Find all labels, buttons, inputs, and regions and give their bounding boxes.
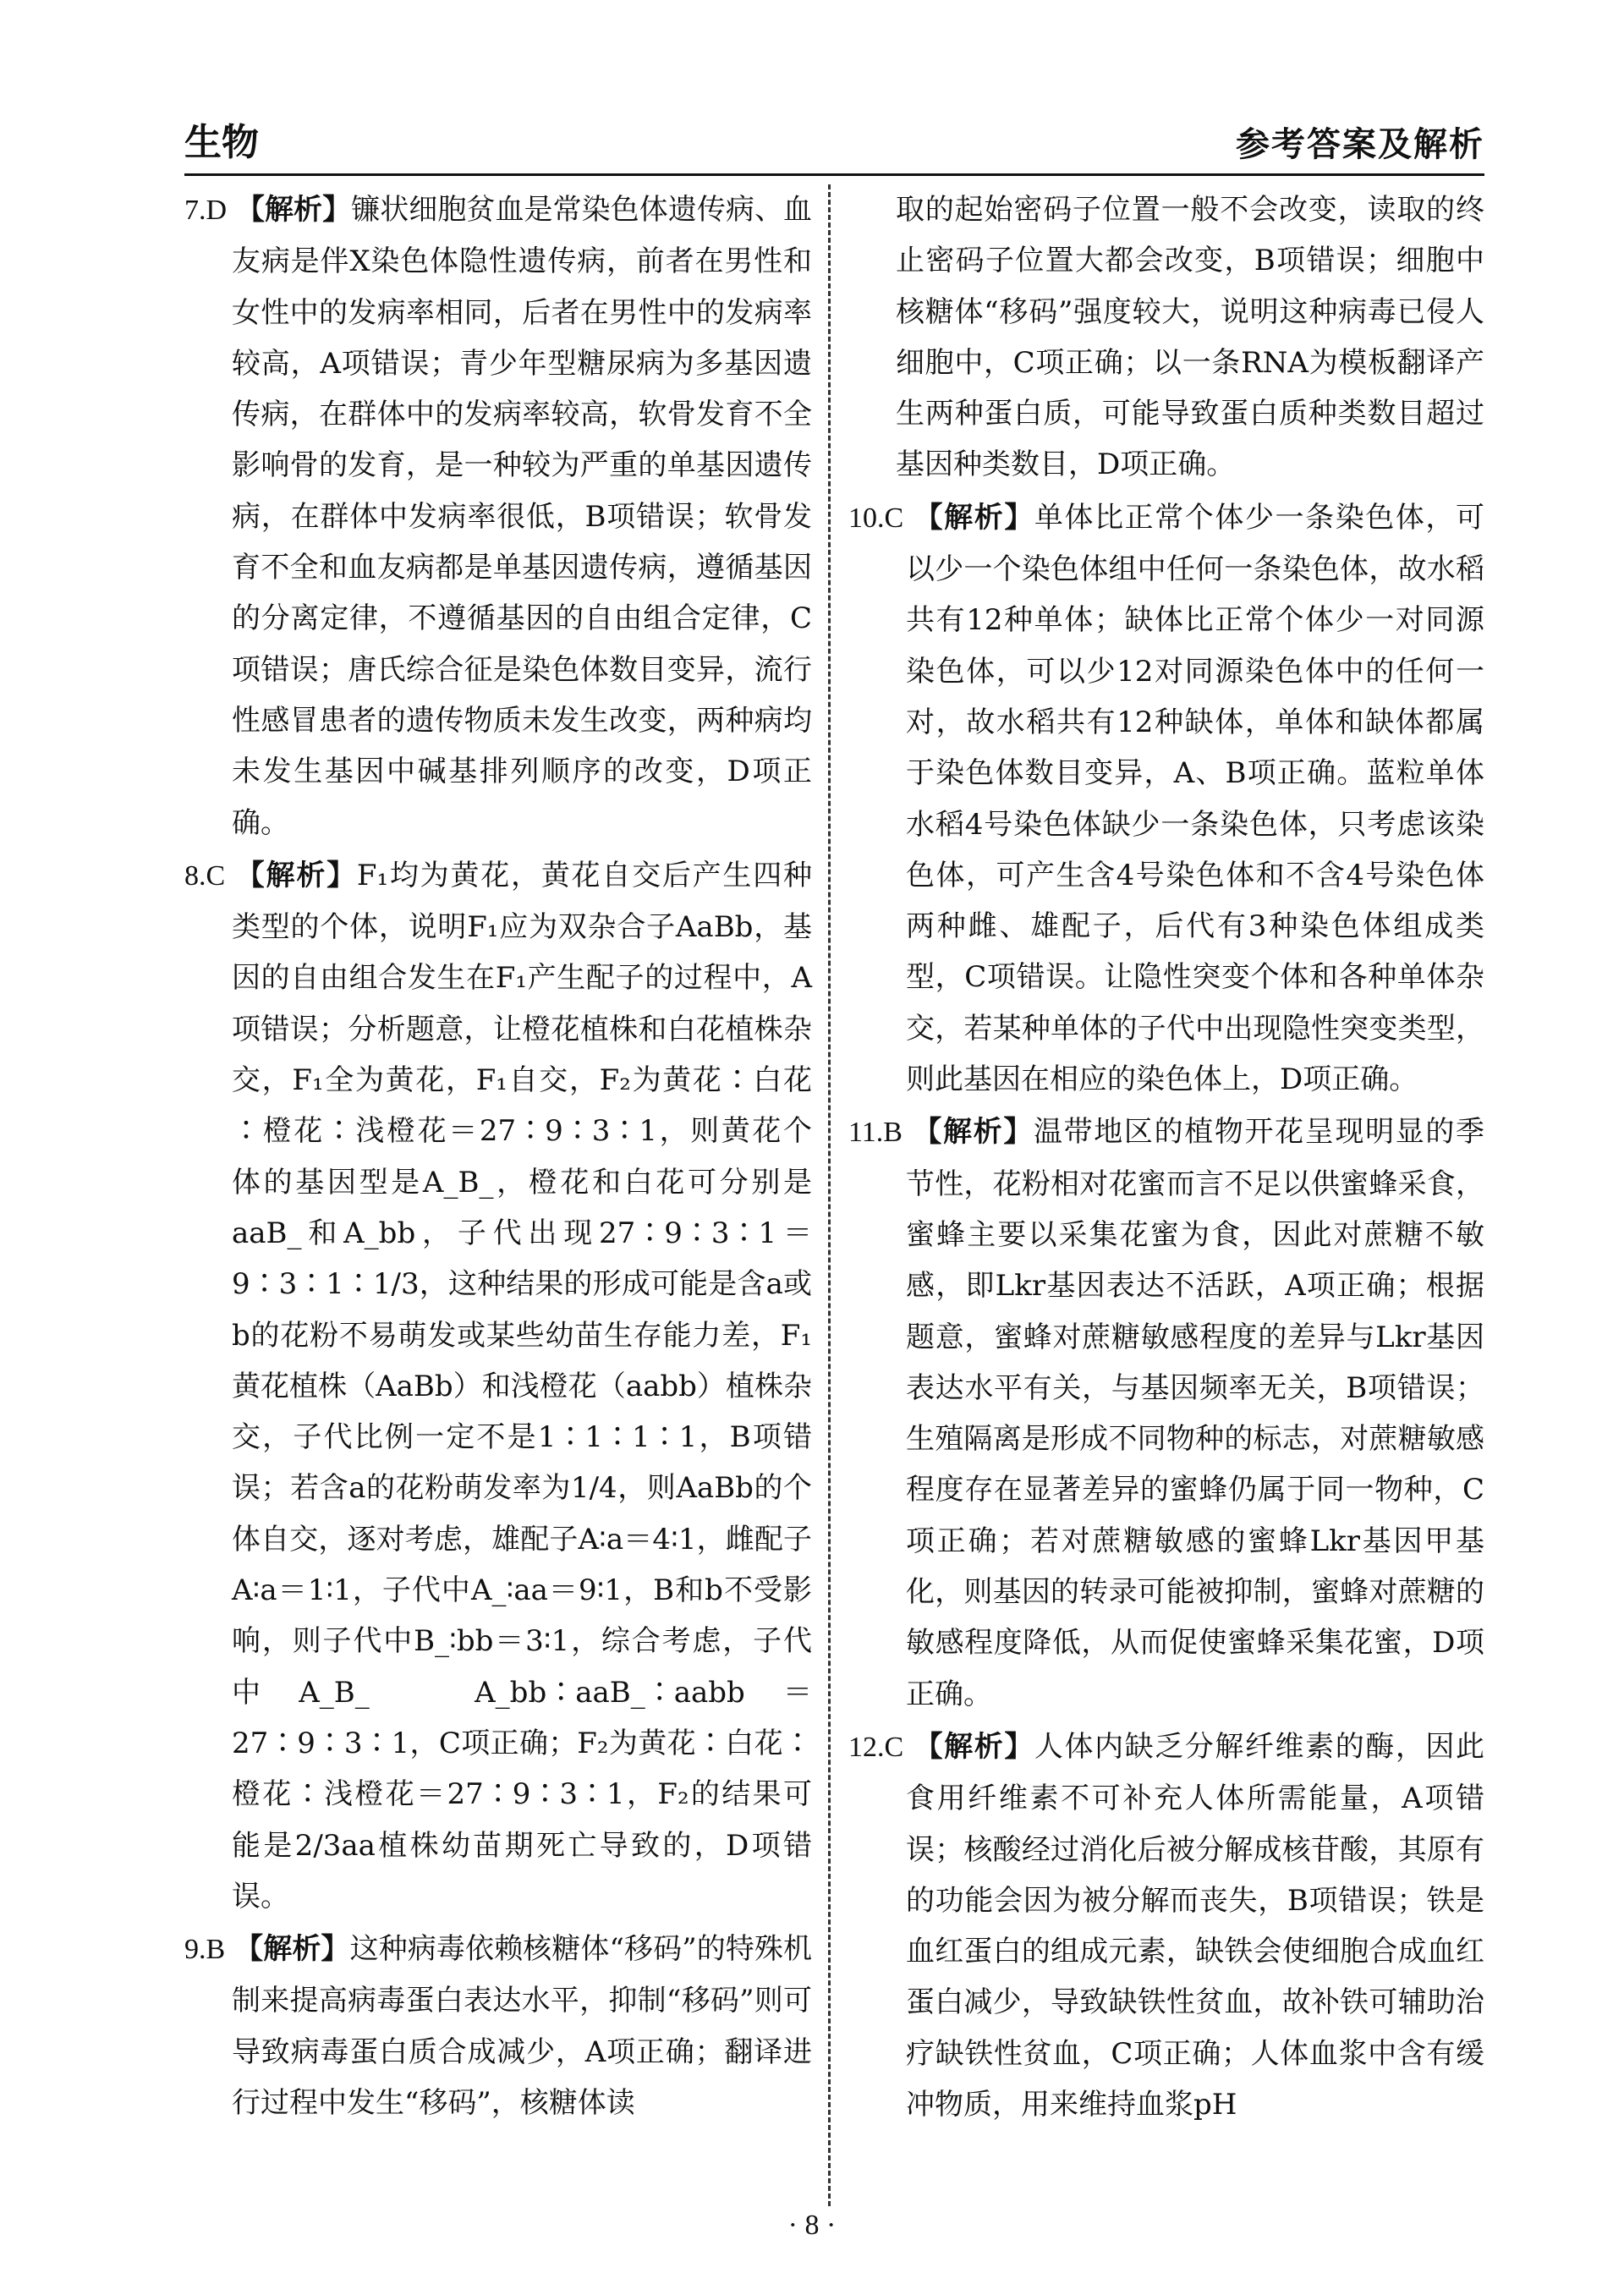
page-header [184, 118, 1484, 169]
item-text: 温带地区的植物开花呈现明显的季节性，花粉相对花蜜而言不足以供蜜蜂采食，蜜蜂主要以采集花蜜为食，因此对蔗糖不敏感，即Lkr基因表达不活跃，A项正确；根据题意，蜜蜂对蔗糖敏感程度的差异与Lkr基因表达水平有关，与基因频率无关，B项错误；生殖隔离是形成不同物种的标志，对蔗糖敏感程度存在显著差异的蜜蜂仍属于同一物种，C项正确；若对蔗糖敏感的蜜蜂Lkr基因甲基化，则基因的转录可能被抑制，蜜蜂对蔗糖的敏感程度降低，从而促使蜜蜂采集花蜜，D项正确。 [906, 1115, 1485, 1711]
item-number: 8.C [184, 859, 226, 892]
item-number: 12.C [848, 1731, 904, 1763]
right-column [848, 184, 1484, 2132]
column-divider [828, 184, 831, 2206]
left-column [184, 184, 812, 2130]
item-number: 10.C [848, 502, 904, 534]
item-text: 镰状细胞贫血是常染色体遗传病、血友病是伴X染色体隐性遗传病，前者在男性和女性中的发病率相同，后者在男性中的发病率较高，A项错误；青少年型糖尿病为多基因遗传病，在群体中的发病率较高，软骨发育不全影响骨的发育，是一种较为严重的单基因遗传病，在群体中发病率很低，B项错误；软骨发育不全和血友病都是单基因遗传病，遵循基因的分离定律，不遵循基因的自由组合定律，C项错误；唐氏综合征是染色体数目变异，流行性感冒患者的遗传物质未发生改变，两种病均未发生基因中碱基排列顺序的改变，D项正确。 [232, 193, 813, 840]
analysis-tag: 【解析】 [914, 500, 1034, 535]
answer-item-9 [184, 1924, 812, 2128]
answer-item-11 [848, 1106, 1484, 1720]
item-9-continuation: 取的起始密码子位置一般不会改变，读取的终止密码子位置大都会改变，B项错误；细胞中核糖体“移码”强度较大，说明这种病毒已侵人细胞中，C项正确；以一条RNA为模板翻译产生两种蛋白质，可能导致蛋白质种类数目超过基因种类数目，D项正确。 [896, 193, 1484, 482]
item-text: 这种病毒依赖核糖体“移码”的特殊机制来提高病毒蛋白表达水平，抑制“移码”则可导致病毒蛋白质合成减少，A项正确；翻译进行过程中发生“移码”，核糖体读 [232, 1932, 813, 2120]
item-number: 11.B [848, 1117, 903, 1149]
analysis-tag: 【解析】 [913, 1115, 1034, 1150]
item-text: 单体比正常个体少一条染色体，可以少一个染色体组中任何一条染色体，故水稻共有12种单体；缺体比正常个体少一对同源染色体，可以少12对同源染色体中的任何一对，故水稻共有12种缺体，单体和缺体都属于染色体数目变异，A、B项正确。蓝粒单体水稻4号染色体缺少一条染色体，只考虑该染色体，可产生含4号染色体和不含4号染色体两种雌、雄配子，后代有3种染色体组成类型，C项错误。让隐性突变个体和各种单体杂交，若某种单体的子代中出现隐性突变类型，则此基因在相应的染色体上，D项正确。 [906, 500, 1485, 1097]
analysis-tag: 【解析】 [235, 858, 357, 892]
answer-item-8 [184, 850, 812, 1922]
item-text: F₁均为黄花，黄花自交后产生四种类型的个体，说明F₁应为双杂合子AaBb，基因的自由组合发生在F₁产生配子的过程中，A项错误；分析题意，让橙花植株和白花植株杂交，F₁全为黄花，F₁自交，F₂为黄花∶白花∶橙花∶浅橙花＝27∶9∶3∶1，则黄花个体的基因型是A_B_，橙花和白花可分别是aaB_和A_bb，子代出现27∶9∶3∶1＝9∶3∶1∶1/3，这种结果的形成可能是含a或b的花粉不易萌发或某些幼苗生存能力差，F₁黄花植株（AaBb）和浅橙花（aabb）植株杂交，子代比例一定不是1∶1∶1∶1，B项错误；若含a的花粉萌发率为1/4，则AaBb的个体自交，逐对考虑，雄配子A∶a＝4∶1，雌配子A∶a＝1∶1，子代中A_∶aa＝9∶1，B和b不受影响，则子代中B_∶bb＝3∶1，综合考虑，子代中A_B_ A_bb∶aaB_∶aabb＝27∶9∶3∶1，C项正确；F₂为黄花∶白花∶橙花∶浅橙花＝27∶9∶3∶1，F₂的结果可能是2/3aa植株幼苗期死亡导致的，D项错误。 [232, 858, 812, 1913]
analysis-tag: 【解析】 [235, 193, 352, 227]
section-title: 参考答案及解析 [1236, 125, 1484, 164]
item-number: 9.B [184, 1934, 226, 1966]
analysis-tag: 【解析】 [234, 1932, 350, 1967]
answer-item-7 [184, 184, 812, 848]
analysis-tag: 【解析】 [914, 1729, 1034, 1764]
answer-item-12 [848, 1721, 1484, 2130]
header-rule [184, 173, 1484, 176]
subject-title: 生物 [184, 121, 259, 164]
item-text: 人体内缺乏分解纤维素的酶，因此食用纤维素不可补充人体所需能量，A项错误；核酸经过消化后被分解成核苷酸，其原有的功能会因为被分解而丧失，B项错误；铁是血红蛋白的组成元素，缺铁会使细胞合成血红蛋白减少，导致缺铁性贫血，故补铁可辅助治疗缺铁性贫血，C项正确；人体血浆中含有缓冲物质，用来维持血浆pH [906, 1729, 1485, 2122]
item-number: 7.D [184, 195, 228, 226]
answer-item-10 [848, 492, 1484, 1106]
page-number: · 8 · [787, 2210, 837, 2241]
